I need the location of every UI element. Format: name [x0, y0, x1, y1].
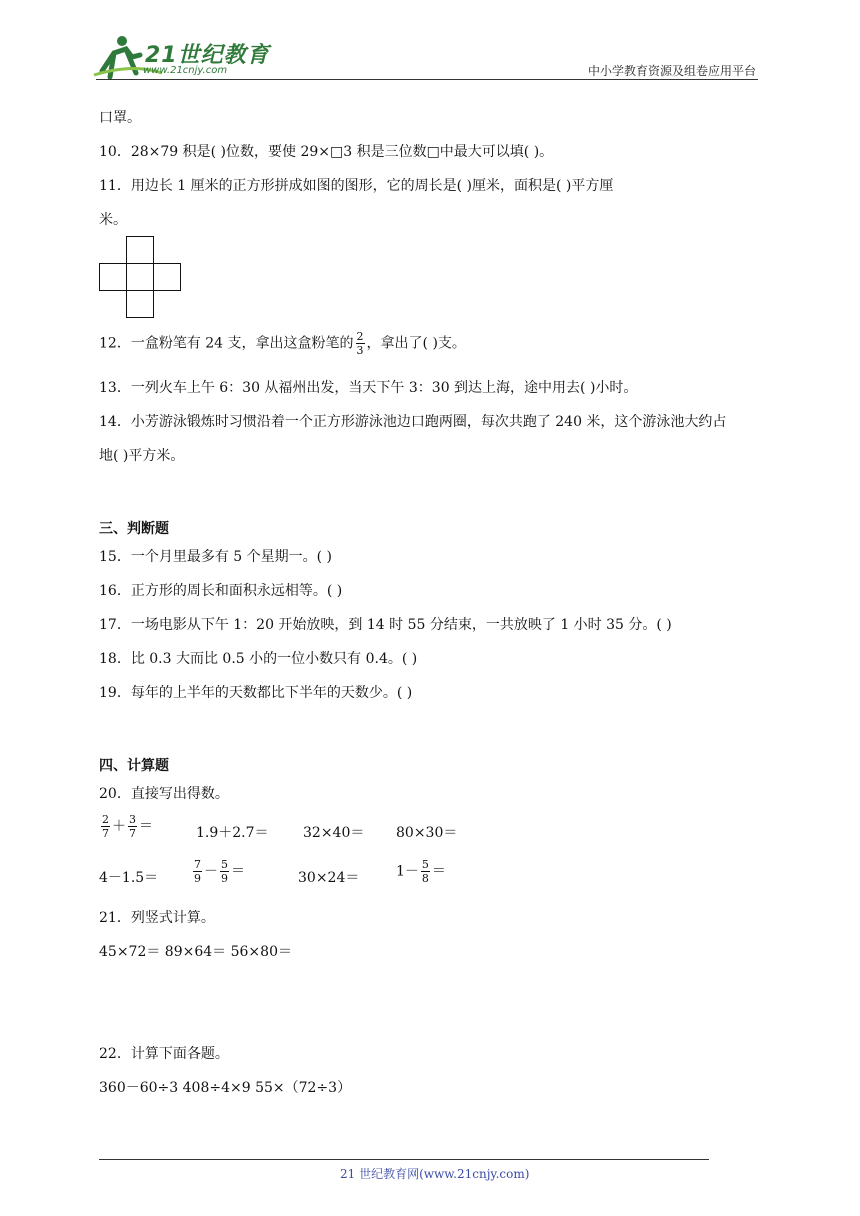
calc-row-1-item-1: $\frac{2}{7}$ ＋ $\frac{3}{7}$ ＝ [102, 813, 153, 840]
calc-row-1-item-3: 32×40＝ [303, 825, 365, 841]
calc-row-2-item-4: 1－ $\frac{5}{8}$ ＝ [396, 858, 446, 885]
figure-square-right [153, 263, 181, 291]
header-divider [96, 79, 758, 80]
header-platform-title: 中小学教育资源及组卷应用平台 [587, 64, 756, 78]
section-title-judgement: 三、判断题 [99, 521, 169, 537]
figure-square-top [126, 236, 154, 264]
question-18: 18．比 0.3 大而比 0.5 小的一位小数只有 0.4。( ) [99, 651, 418, 667]
question-21-items: 45×72＝ 89×64＝ 56×80＝ [99, 944, 292, 960]
calc-row-1-item-4: 80×30＝ [396, 825, 458, 841]
fraction-numerator: 2 [356, 330, 364, 343]
fraction-3-7: $\frac{3}{7}$ [129, 813, 136, 840]
fraction-denominator: 3 [356, 344, 364, 357]
calc-row-1-item-2: 1.9＋2.7＝ [196, 825, 269, 841]
fraction-5-9: $\frac{5}{9}$ [221, 858, 228, 885]
question-12 [99, 330, 466, 357]
fraction-2-7: $\frac{2}{7}$ [102, 813, 109, 840]
footer-link[interactable]: 21 世纪教育网(www.21cnjy.com) [340, 1167, 530, 1181]
calc-row-2-item-3: 30×24＝ [298, 870, 360, 886]
figure-square-center [126, 263, 154, 291]
question-11: 11．用边长 1 厘米的正方形拼成如图的图形，它的周长是( )厘米，面积是( )平方厘 [99, 178, 614, 194]
calc-row-2-item-1: 4－1.5＝ [99, 870, 159, 886]
figure-square-left [99, 263, 127, 291]
fraction-two-thirds [356, 330, 365, 357]
question-22: 22．计算下面各题。 [99, 1046, 229, 1062]
footer-divider [99, 1159, 709, 1160]
question-12-tail: ，拿出了( )支。 [366, 335, 466, 352]
fraction-7-9: $\frac{7}{9}$ [194, 858, 201, 885]
question-16: 16．正方形的周长和面积永远相等。( ) [99, 583, 343, 599]
fraction-5-8: $\frac{5}{8}$ [421, 858, 429, 885]
question-14-cont: 地( )平方米。 [99, 448, 185, 464]
question-10: 10．28×79 积是( )位数，要使 29×□3 积是三位数□中最大可以填( )。 [99, 144, 554, 160]
question-13: 13．一列火车上午 6：30 从福州出发，当天下午 3：30 到达上海，途中用去( )小时。 [99, 380, 638, 396]
calc-row-2-item-2: $\frac{7}{9}$ － $\frac{5}{9}$ ＝ [194, 858, 245, 885]
logo-text: 21世纪教育 [145, 43, 270, 68]
question-19: 19．每年的上半年的天数都比下半年的天数少。( ) [99, 685, 413, 701]
figure-square-bottom [126, 290, 154, 318]
question-22-items: 360－60÷3 408÷4×9 55×（72÷3） [99, 1080, 352, 1096]
question-15: 15．一个月里最多有 5 个星期一。( ) [99, 549, 332, 565]
continued-text: 口罩。 [99, 110, 141, 126]
question-11-cont: 米。 [99, 212, 127, 228]
question-14: 14．小芳游泳锻炼时习惯沿着一个正方形游泳池边口跑两圈，每次共跑了 240 米，这个游泳池大约占 [99, 414, 727, 430]
question-21: 21．列竖式计算。 [99, 910, 215, 926]
question-20: 20．直接写出得数。 [99, 786, 229, 802]
question-17: 17．一场电影从下午 1：20 开始放映，到 14 时 55 分结束，一共放映了 1 小时 35 分。( ) [99, 617, 672, 633]
logo-url: www.21cnjy.com [143, 65, 228, 76]
section-title-calculation: 四、计算题 [99, 758, 169, 774]
question-12-text: 12．一盒粉笔有 24 支，拿出这盒粉笔的 [99, 335, 354, 352]
